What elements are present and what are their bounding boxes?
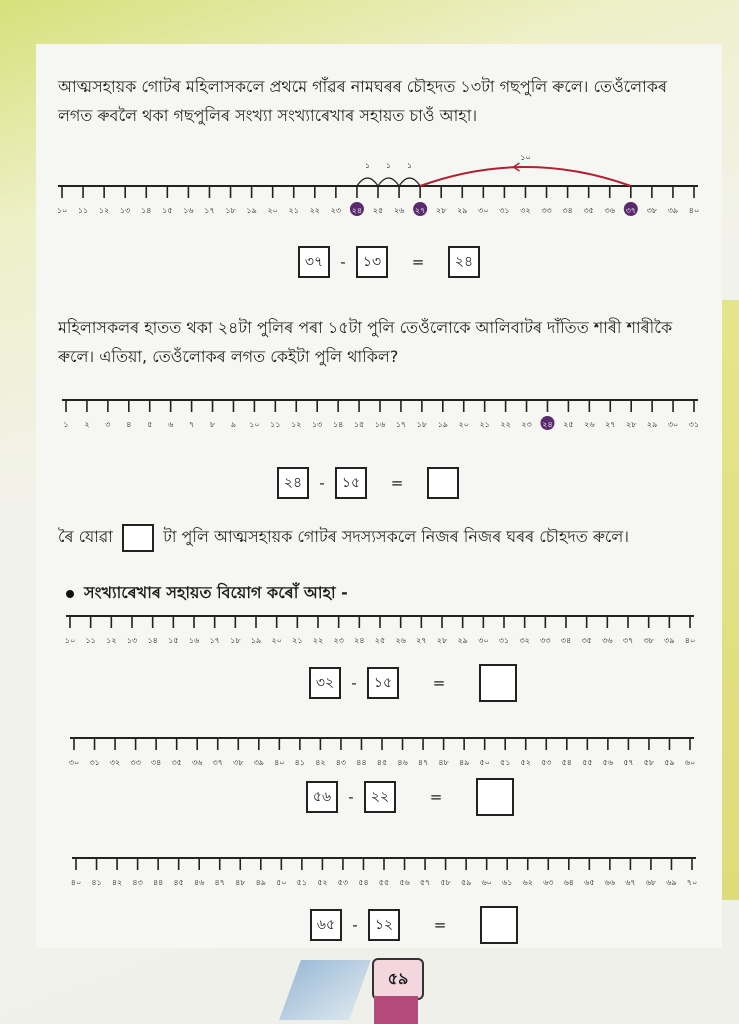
tick-label: ১০	[249, 420, 260, 429]
tick-label: ৩৯	[664, 636, 675, 645]
sentence-start: ৰৈ যোৱা	[58, 527, 113, 546]
tick-label: ৫	[147, 420, 153, 429]
page-number: ৫৯	[372, 958, 424, 1000]
answer-box[interactable]	[479, 664, 517, 702]
section-3-heading	[66, 580, 348, 607]
small-jump-arc	[378, 178, 399, 186]
tick-label: ৪৫	[376, 758, 388, 767]
tick-label: ২৩	[330, 206, 342, 215]
tick-label: ২৮	[436, 636, 448, 645]
tick-label: ৩৮	[643, 636, 654, 645]
tick-label: ৩৭	[212, 758, 223, 767]
tick-label: ৪৩	[132, 878, 143, 887]
remaining-sentence	[58, 522, 698, 552]
tick-label: ৫৯	[664, 758, 675, 767]
tick-label: ৪৬	[397, 758, 408, 767]
minuend-box: ৩৭	[298, 246, 330, 278]
tick-label: ১০	[56, 206, 68, 215]
tick-label: ৩৩	[540, 636, 551, 645]
tick-label: ৩৮	[646, 206, 658, 215]
small-jump-arc	[357, 178, 378, 186]
tick-label: ২১	[288, 206, 299, 215]
minus-sign: -	[352, 916, 358, 934]
tick-label: ৩৬	[602, 636, 613, 645]
tick-label: ২৭	[414, 206, 426, 215]
tick-label: ৫২	[317, 878, 328, 887]
tick-label: ২১	[292, 636, 303, 645]
subtrahend-box: ১৩	[356, 246, 388, 278]
tick-label: ৪০	[684, 636, 696, 645]
tick-label: ১৫	[168, 636, 179, 645]
tick-label: ১৪	[332, 420, 344, 429]
tick-label: ১০	[64, 636, 76, 645]
equation-4	[306, 778, 514, 816]
number-line-1	[58, 150, 698, 222]
number-line-3	[66, 608, 694, 656]
tick-label: ৬০	[684, 758, 696, 767]
tick-label: ১১	[85, 636, 96, 645]
subtrahend-box: ২২	[364, 781, 396, 813]
small-jump-arc	[399, 178, 420, 186]
tick-label: ৩০	[68, 758, 80, 767]
tick-label: ৭০	[686, 878, 698, 887]
tick-label: ৩৪	[150, 758, 162, 767]
tick-label: ১৬	[374, 420, 386, 429]
tick-label: ৫৮	[643, 758, 655, 767]
tick-label: ৬০	[481, 878, 492, 887]
tick-label: ১৯	[437, 420, 448, 429]
tick-label: ৫৯	[460, 878, 472, 887]
tick-label: ৪	[126, 420, 132, 429]
tick-label: ৫০	[479, 758, 490, 767]
tick-label: ৩১	[688, 420, 700, 429]
tick-label: ৪৪	[356, 758, 367, 767]
tick-label: ১৭	[395, 420, 407, 429]
minus-sign: -	[351, 674, 357, 692]
equation-2	[277, 467, 459, 499]
answer-box[interactable]	[480, 906, 518, 944]
equals-sign: =	[432, 674, 446, 692]
tick-label: ৩৯	[253, 758, 265, 767]
tick-label: ৫১	[296, 878, 308, 887]
tick-label: ৪৭	[417, 758, 429, 767]
tick-label: ২০	[458, 420, 469, 429]
equation-3	[309, 664, 517, 702]
tick-label: ৫৪	[561, 758, 572, 767]
tick-label: ৩২	[109, 758, 121, 767]
tick-label: ৭	[188, 420, 195, 429]
minuend-box: ২৪	[277, 467, 309, 499]
tick-label: ২৩	[521, 420, 532, 429]
equals-sign: =	[390, 474, 404, 492]
subtrahend-box: ১২	[368, 909, 400, 941]
tick-label: ৬৩	[543, 878, 554, 887]
tick-label: ৫৩	[337, 878, 349, 887]
tick-label: ১৩	[126, 636, 138, 645]
minus-sign: -	[348, 788, 354, 806]
tick-label: ৪৮	[235, 878, 246, 887]
tick-label: ২৪	[351, 206, 363, 215]
tick-label: ২৯	[457, 636, 468, 645]
tick-label: ৩১	[498, 636, 510, 645]
tick-label: ৩২	[519, 636, 530, 645]
tick-label: ৩৪	[560, 636, 572, 645]
tick-label: ৬১	[501, 878, 513, 887]
tick-label: ১৮	[230, 636, 241, 645]
tick-label: ৩০	[478, 636, 489, 645]
tick-label: ৫০	[276, 878, 287, 887]
tick-label: ১৪	[147, 636, 158, 645]
tick-label: ৬২	[522, 878, 533, 887]
tick-label: ২৪	[354, 636, 365, 645]
tick-label: ৩০	[478, 206, 489, 215]
tick-label: ৫৬	[602, 758, 614, 767]
tick-label: ৪৫	[173, 878, 184, 887]
tick-label: ২৫	[372, 206, 384, 215]
tick-label: ১৫	[162, 206, 173, 215]
tick-label: ১৯	[246, 206, 257, 215]
tick-label: ৬৬	[604, 878, 616, 887]
tick-label: ৫৭	[419, 878, 431, 887]
tick-label: ২১	[479, 420, 490, 429]
tick-label: ২৮	[435, 206, 447, 215]
subtrahend-box: ১৫	[367, 667, 399, 699]
tick-label: ৫৪	[358, 878, 369, 887]
tick-label: ৪২	[111, 878, 123, 887]
tick-label: ৬৯	[666, 878, 677, 887]
jump-label: ১	[385, 161, 392, 170]
tick-label: ১৫	[353, 420, 365, 429]
tick-label: ১১	[270, 420, 281, 429]
problem-1-text: আত্মসহায়ক গোটৰ মহিলাসকলে প্ৰথমে গাঁৱৰ নামঘৰৰ চৌহদত ১৩টা গছপুলি ৰুলে। তেওঁলোকৰ লগত ৰুবলৈ থকা গছপুলিৰ সংখ্যা সংখ্যাৰেখাৰ সহায়ত চাওঁ আহা।	[58, 77, 667, 125]
tick-label: ৩৩	[130, 758, 141, 767]
number-line-2	[62, 388, 698, 440]
tick-label: ৪৯	[255, 878, 266, 887]
tick-label: ২৬	[584, 420, 595, 429]
tick-label: ২	[84, 420, 90, 429]
tick-label: ২৪	[542, 420, 553, 429]
sentence-end: টা পুলি আত্মসহায়ক গোটৰ সদস্যসকলে নিজৰ নিজৰ ঘৰৰ চৌহদত ৰুলে।	[163, 527, 630, 546]
jump-label: ১	[406, 161, 413, 170]
tick-label: ৪৯	[458, 758, 470, 767]
result-box: ২৪	[448, 246, 480, 278]
tick-label: ২০	[267, 206, 278, 215]
tick-label: ১২	[98, 206, 110, 215]
tick-label: ২৬	[393, 206, 405, 215]
tick-label: ৪৭	[214, 878, 225, 887]
equals-sign: =	[429, 788, 443, 806]
tick-label: ১৯	[250, 636, 262, 645]
tick-label: ৬৫	[584, 878, 595, 887]
tick-label: ৪০	[688, 206, 700, 215]
tick-label: ৪২	[315, 758, 326, 767]
big-jump-label: ১০	[520, 153, 531, 162]
tick-label: ১৩	[311, 420, 323, 429]
subtrahend-box: ১৫	[335, 467, 367, 499]
tick-label: ৫৬	[399, 878, 410, 887]
tick-label: ৬৪	[563, 878, 575, 887]
number-line-4	[70, 730, 694, 778]
tick-label: ৩২	[520, 206, 531, 215]
minus-sign: -	[340, 253, 346, 271]
tick-label: ৯	[230, 420, 237, 429]
tick-label: ৩১	[89, 758, 100, 767]
tick-label: ৩৬	[604, 206, 615, 215]
equals-sign: =	[433, 916, 447, 934]
tick-label: ৪০	[70, 878, 82, 887]
answer-blank[interactable]	[122, 524, 154, 552]
tick-label: ৪৪	[152, 878, 164, 887]
tick-label: ৩	[105, 420, 111, 429]
tick-label: ৩০	[667, 420, 679, 429]
tick-label: ২৯	[457, 206, 468, 215]
tick-label: ৩৫	[581, 636, 592, 645]
tick-label: ৪১	[294, 758, 306, 767]
heading-text: সংখ্যাৰেখাৰ সহায়ত বিয়োগ কৰোঁ আহা -	[84, 583, 348, 602]
tick-label: ১২	[106, 636, 117, 645]
tick-label: ৩৮	[233, 758, 244, 767]
tick-label: ৩৯	[667, 206, 679, 215]
tick-label: ১১	[77, 206, 89, 215]
tick-label: ২৩	[333, 636, 344, 645]
tick-label: ২৬	[395, 636, 406, 645]
tick-label: ৪০	[274, 758, 285, 767]
tick-label: ৫২	[520, 758, 531, 767]
tick-label: ১৮	[225, 206, 236, 215]
tick-label: ৫৫	[378, 878, 390, 887]
tick-label: ২৫	[563, 420, 574, 429]
tick-label: ৪৩	[335, 758, 347, 767]
tick-label: ৫৫	[582, 758, 593, 767]
tick-label: ৮	[209, 420, 216, 429]
tick-label: ৪৬	[193, 878, 205, 887]
tick-label: ৬৭	[625, 878, 636, 887]
tick-label: ২৭	[605, 420, 616, 429]
big-jump-arc	[420, 167, 631, 186]
minuend-box: ৬৫	[310, 909, 342, 941]
tick-label: ১	[63, 420, 69, 429]
tick-label: ৪৮	[438, 758, 449, 767]
tick-label: ৫৭	[623, 758, 634, 767]
tick-label: ৫৮	[440, 878, 451, 887]
answer-box[interactable]	[427, 467, 459, 499]
tick-label: ২৯	[646, 420, 658, 429]
tick-label: ৬	[168, 420, 174, 429]
tick-label: ২৫	[374, 636, 386, 645]
tick-label: ২২	[500, 420, 511, 429]
tick-label: ১৭	[209, 636, 220, 645]
decorative-stripe	[279, 960, 371, 1020]
tick-label: ২৭	[416, 636, 427, 645]
equation-1	[298, 246, 480, 278]
tick-label: ২২	[309, 206, 321, 215]
minus-sign: -	[319, 474, 325, 492]
tick-label: ৩৪	[562, 206, 573, 215]
tick-label: ২৮	[625, 420, 637, 429]
tick-label: ৬৮	[645, 878, 657, 887]
tick-label: ১২	[291, 420, 302, 429]
tick-label: ২০	[271, 636, 282, 645]
page-number-tab	[374, 996, 418, 1024]
tick-label: ৩৬	[191, 758, 203, 767]
equation-5	[310, 906, 518, 944]
tick-label: ৩৫	[171, 758, 182, 767]
tick-label: ৫৩	[541, 758, 552, 767]
tick-label: ৩৭	[625, 206, 637, 215]
equals-sign: =	[411, 253, 425, 271]
tick-label: ১৩	[119, 206, 131, 215]
tick-label: ১৬	[188, 636, 200, 645]
tick-label: ৪১	[91, 878, 102, 887]
tick-label: ৩৫	[583, 206, 594, 215]
tick-label: ২২	[312, 636, 324, 645]
minuend-box: ৩২	[309, 667, 341, 699]
tick-label: ১৪	[141, 206, 152, 215]
tick-label: ৩৩	[541, 206, 552, 215]
tick-label: ১৮	[416, 420, 428, 429]
answer-box[interactable]	[476, 778, 514, 816]
jump-label: ১	[364, 161, 371, 170]
problem-2-text: মহিলাসকলৰ হাতত থকা ২৪টা পুলিৰ পৰা ১৫টা পুলি তেওঁলোকে আলিবাটৰ দাঁতিত শাৰী শাৰীকৈ ৰুলে। এতিয়া, তেওঁলোকৰ লগত কেইটা পুলি থাকিল?	[58, 318, 673, 366]
bullet-icon	[66, 590, 74, 598]
tick-label: ৩৭	[622, 636, 634, 645]
tick-label: ৩১	[499, 206, 510, 215]
tick-label: ১৭	[204, 206, 215, 215]
tick-label: ৫১	[500, 758, 511, 767]
minuend-box: ৫৬	[306, 781, 338, 813]
tick-label: ১৬	[183, 206, 194, 215]
number-line-5	[72, 850, 696, 898]
